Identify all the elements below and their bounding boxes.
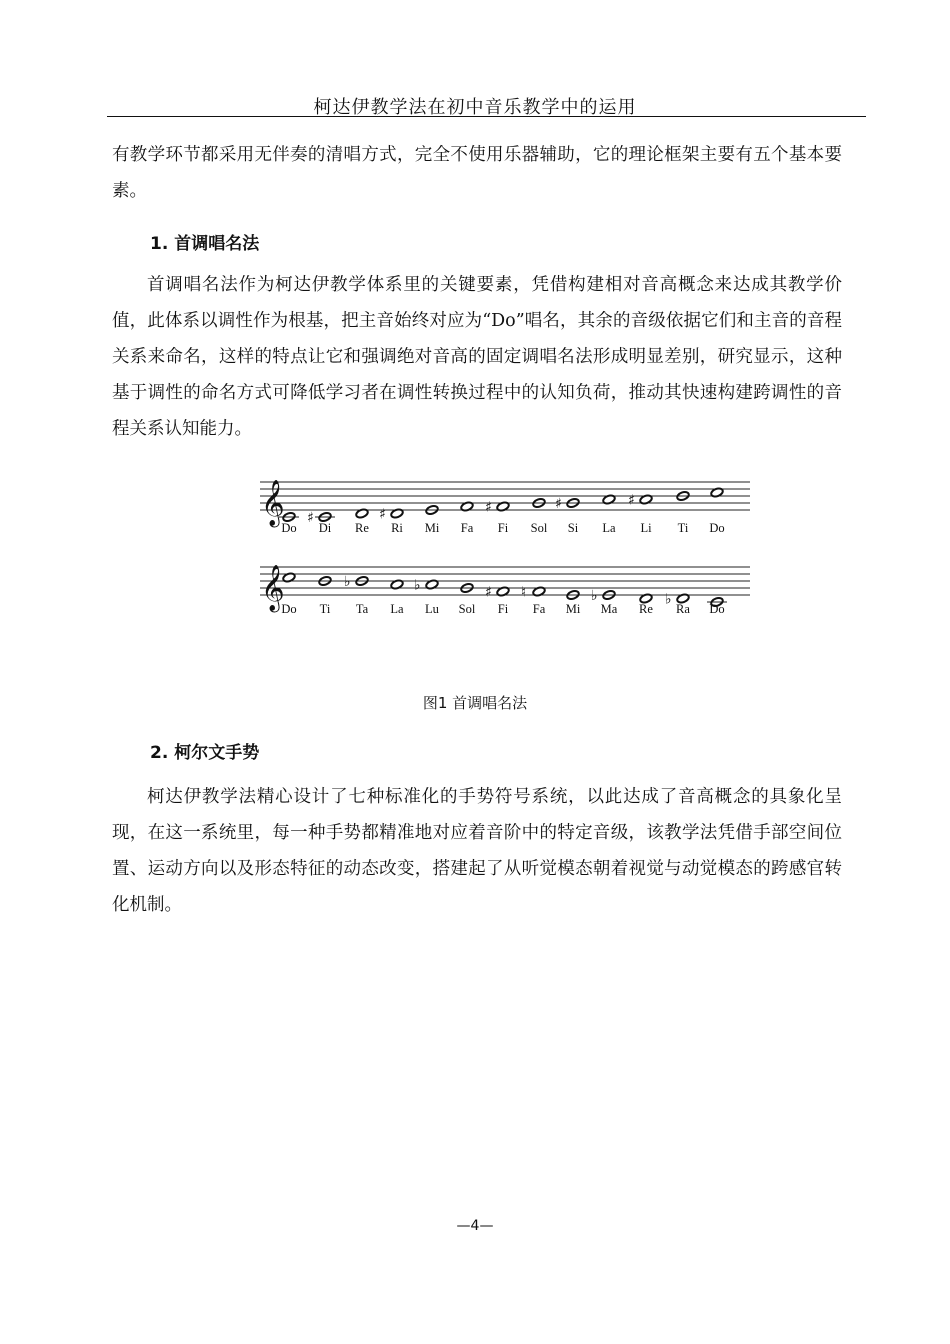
solfege-syllable: Do (281, 521, 297, 535)
paragraph-solfege: 首调唱名法作为柯达伊教学体系里的关键要素，凭借构建相对音高概念来达成其教学价值，此体系以调性作为根基，把主音始终对应为“Do”唱名，其余的音级依据它们和主音的音程关系来命名，这样的特点让它和强调绝对音高的固定调唱名法形成明显差别，研究显示，这种基于调性的命名方式可降低学习者在调性转换过程中的认知负荷，推动其快速构建跨调性的音程关系认知能力。 (112, 275, 842, 439)
solfege-syllable: Li (640, 521, 652, 535)
solfege-syllable: Do (709, 521, 725, 535)
solfege-syllable: Ma (600, 602, 618, 616)
flat-icon: ♭ (414, 577, 421, 594)
figure-caption: 图1 首调唱名法 (422, 694, 528, 712)
solfege-syllable: Mi (565, 602, 581, 616)
solfege-syllable: Fa (460, 521, 474, 535)
sharp-icon: ♯ (379, 506, 386, 523)
solfege-syllable: Fi (497, 521, 509, 535)
section-heading-2: 2. 柯尔文手势 (150, 743, 260, 763)
flat-icon: ♭ (591, 588, 598, 604)
staff-notation-image (255, 470, 755, 630)
solfege-syllable: Ti (319, 602, 331, 616)
running-header-title: 柯达伊教学法在初中音乐教学中的运用 (313, 97, 637, 118)
sharp-icon: ♯ (628, 492, 635, 509)
solfege-syllable: Sol (530, 521, 548, 535)
header-rule (107, 116, 866, 117)
figure-solfege-notation (255, 470, 755, 630)
solfege-syllable: Di (318, 521, 332, 535)
solfege-syllable: Ri (391, 521, 403, 535)
staff-descending (260, 565, 750, 616)
solfege-syllable: Do (281, 602, 297, 616)
solfege-syllable: Re (355, 521, 369, 535)
sharp-icon: ♯ (555, 496, 562, 512)
solfege-syllable: Re (639, 602, 653, 616)
solfege-syllable: La (390, 602, 404, 616)
natural-icon: ♮ (521, 584, 527, 601)
solfege-syllable: Fi (497, 602, 509, 616)
solfege-syllable: La (602, 521, 616, 535)
sharp-icon: ♯ (485, 584, 492, 601)
staff-ascending (260, 480, 750, 535)
sharp-icon: ♯ (307, 510, 314, 526)
solfege-syllable: Sol (458, 602, 476, 616)
solfege-syllable: Lu (425, 602, 439, 616)
solfege-syllable: Fa (532, 602, 546, 616)
flat-icon: ♭ (665, 591, 672, 608)
solfege-syllable: Ta (355, 602, 369, 616)
paragraph-intro: 有教学环节都采用无伴奏的清唱方式，完全不使用乐器辅助，它的理论框架主要有五个基本要素。 (112, 145, 842, 201)
section-heading-1: 1. 首调唱名法 (150, 234, 260, 254)
sharp-icon: ♯ (485, 499, 492, 516)
solfege-syllable: Mi (424, 521, 440, 535)
treble-clef-icon: 𝄞 (261, 480, 285, 526)
solfege-syllable: Ra (676, 602, 690, 616)
solfege-syllable: Ti (677, 521, 689, 535)
flat-icon: ♭ (344, 574, 351, 590)
solfege-syllable: Si (567, 521, 579, 535)
treble-clef-icon: 𝄞 (261, 565, 285, 611)
solfege-syllable: Do (709, 602, 725, 616)
page-number: —4— (456, 1218, 494, 1234)
paragraph-curwen-hand-signs: 柯达伊教学法精心设计了七种标准化的手势符号系统，以此达成了音高概念的具象化呈现，在这一系统里，每一种手势都精准地对应着音阶中的特定音级，该教学法凭借手部空间位置、运动方向以及形态特征的动态改变，搭建起了从听觉模态朝着视觉与动觉模态的跨感官转化机制。 (112, 787, 842, 915)
